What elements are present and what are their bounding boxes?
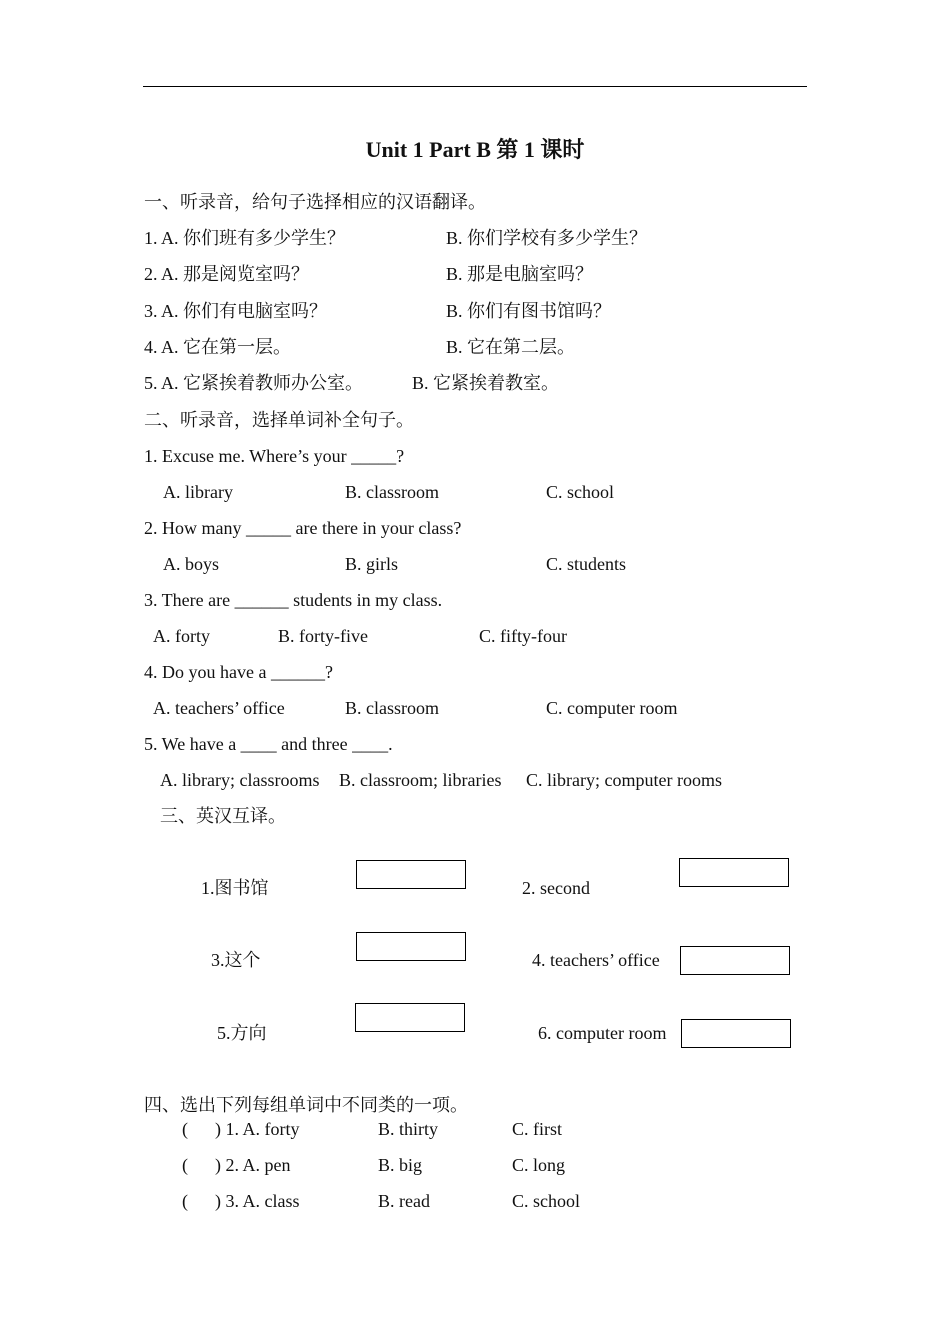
s2-q4-option-a: A. teachers’ office bbox=[153, 698, 285, 718]
s4-q2-option-b: B. big bbox=[378, 1155, 423, 1175]
s3-item3-label: 3.这个 bbox=[211, 950, 261, 970]
s1-item5-option-b: B. 它紧挨着教室。 bbox=[412, 373, 560, 393]
s3-item1-answer-box[interactable] bbox=[356, 860, 466, 889]
s2-q5-stem: 5. We have a ____ and three ____. bbox=[144, 734, 393, 754]
section3-heading: 三、英汉互译。 bbox=[160, 806, 286, 826]
s3-item5-label: 5.方向 bbox=[217, 1023, 267, 1043]
s2-q1-option-c: C. school bbox=[546, 482, 615, 502]
s4-q2-option-c: C. long bbox=[512, 1155, 566, 1175]
s2-q1-option-a: A. library bbox=[163, 482, 233, 502]
s3-item4-label: 4. teachers’ office bbox=[532, 950, 660, 970]
s3-item2-answer-box[interactable] bbox=[679, 858, 789, 887]
s2-q3-option-c: C. fifty-four bbox=[479, 626, 567, 646]
section4-heading: 四、选出下列每组单词中不同类的一项。 bbox=[144, 1095, 468, 1115]
s4-q1-option-a: ( ) 1. A. forty bbox=[182, 1119, 300, 1139]
header-rule bbox=[143, 86, 807, 87]
s1-item1-option-b: B. 你们学校有多少学生？ bbox=[446, 228, 648, 248]
s1-item2-option-b: B. 那是电脑室吗？ bbox=[446, 264, 594, 284]
s1-item4-option-a: 4. A. 它在第一层。 bbox=[144, 337, 292, 357]
s2-q3-stem: 3. There are ______ students in my class. bbox=[144, 590, 443, 610]
s4-q3-option-c: C. school bbox=[512, 1191, 581, 1211]
s2-q3-option-a: A. forty bbox=[153, 626, 210, 646]
s2-q4-stem: 4. Do you have a ______? bbox=[144, 662, 333, 682]
s4-q1-option-c: C. first bbox=[512, 1119, 563, 1139]
s2-q4-option-b: B. classroom bbox=[345, 698, 439, 718]
s1-item5-option-a: 5. A. 它紧挨着教师办公室。 bbox=[144, 373, 364, 393]
page-title: Unit 1 Part B 第 1 课时 bbox=[365, 137, 585, 162]
section2-heading: 二、听录音，选择单词补全句子。 bbox=[144, 410, 414, 430]
s3-item6-label: 6. computer room bbox=[538, 1023, 667, 1043]
s2-q2-option-b: B. girls bbox=[345, 554, 399, 574]
s1-item3-option-b: B. 你们有图书馆吗？ bbox=[446, 301, 612, 321]
s3-item6-answer-box[interactable] bbox=[681, 1019, 791, 1048]
s2-q1-option-b: B. classroom bbox=[345, 482, 439, 502]
s3-item2-label: 2. second bbox=[522, 878, 590, 898]
s2-q5-option-c: C. library; computer rooms bbox=[526, 770, 722, 790]
s1-item3-option-a: 3. A. 你们有电脑室吗？ bbox=[144, 301, 328, 321]
s3-item4-answer-box[interactable] bbox=[680, 946, 790, 975]
s2-q2-option-c: C. students bbox=[546, 554, 627, 574]
s1-item2-option-a: 2. A. 那是阅览室吗？ bbox=[144, 264, 310, 284]
s2-q5-option-b: B. classroom; libraries bbox=[339, 770, 502, 790]
s1-item4-option-b: B. 它在第二层。 bbox=[446, 337, 576, 357]
s2-q5-option-a: A. library; classrooms bbox=[160, 770, 320, 790]
s3-item1-label: 1.图书馆 bbox=[201, 878, 269, 898]
s2-q2-option-a: A. boys bbox=[163, 554, 220, 574]
s3-item5-answer-box[interactable] bbox=[355, 1003, 465, 1032]
s2-q3-option-b: B. forty-five bbox=[278, 626, 368, 646]
s1-item1-option-a: 1. A. 你们班有多少学生？ bbox=[144, 228, 346, 248]
s4-q2-option-a: ( ) 2. A. pen bbox=[182, 1155, 291, 1175]
s2-q1-stem: 1. Excuse me. Where’s your _____? bbox=[144, 446, 405, 466]
s2-q2-stem: 2. How many _____ are there in your class? bbox=[144, 518, 462, 538]
s3-item3-answer-box[interactable] bbox=[356, 932, 466, 961]
s4-q3-option-a: ( ) 3. A. class bbox=[182, 1191, 300, 1211]
s4-q1-option-b: B. thirty bbox=[378, 1119, 439, 1139]
s2-q4-option-c: C. computer room bbox=[546, 698, 678, 718]
section1-heading: 一、听录音，给句子选择相应的汉语翻译。 bbox=[144, 192, 486, 212]
s4-q3-option-b: B. read bbox=[378, 1191, 430, 1211]
